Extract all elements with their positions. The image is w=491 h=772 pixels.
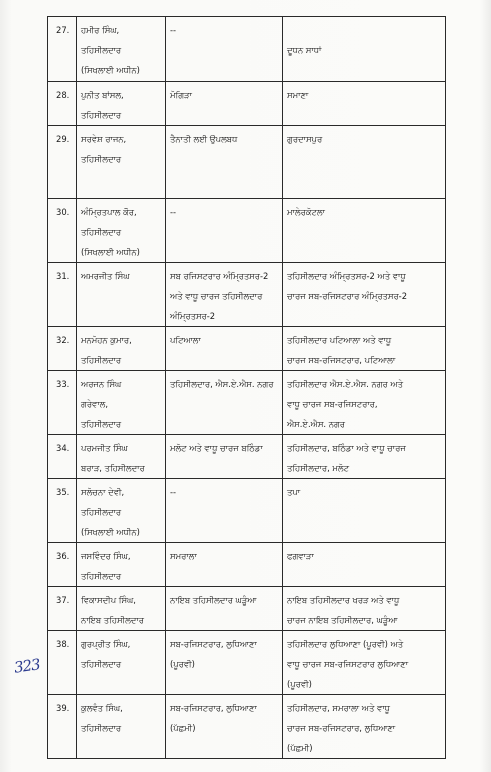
present-posting-cell [166,17,283,82]
new-posting-line: (ਪੱਛਮੀ) [287,743,313,753]
table-row [48,17,446,82]
present-posting-cell [166,543,283,587]
present-posting-line: ਸਬ ਰਜਿਸਟਰਾਰ ਅੰਮ੍ਰਿਤਸਰ-2 [170,271,269,281]
serial-number-cell: 39. [48,695,77,759]
new-posting-cell [283,17,446,82]
new-posting-line: ਤਪਾ [287,487,301,497]
officer-name-line: ਅੰਮ੍ਰਿਤਪਾਲ ਕੌਰ, [81,207,137,217]
present-posting-line: ਸਬ-ਰਜਿਸਟਰਾਰ, ਲੁਧਿਆਣਾ [170,703,257,713]
present-posting-cell [166,82,283,126]
present-posting-line: ਸਬ-ਰਜਿਸਟਰਾਰ, ਲੁਧਿਆਣਾ [170,639,257,649]
new-posting-cell [283,587,446,631]
handwritten-margin-number: 323 [12,655,41,677]
new-posting-line: ਮਾਲੇਰਕੋਟਲਾ [287,207,325,217]
present-posting-line: ਅੰਮ੍ਰਿਤਸਰ-2 [170,311,216,321]
table-row [48,263,446,327]
present-posting-cell [166,199,283,263]
table-row [48,631,446,695]
officer-name-cell [77,82,166,126]
serial-number-cell: 31. [48,263,77,327]
table-row [48,126,446,199]
officer-name-line: ਤਹਿਸੀਲਦਾਰ [81,110,122,120]
new-posting-cell [283,695,446,759]
new-posting-cell [283,82,446,126]
officer-name-cell [77,587,166,631]
officer-name-line: ਤਹਿਸੀਲਦਾਰ [81,507,122,517]
serial-number-cell: 30. [48,199,77,263]
officer-name-cell [77,126,166,199]
officer-name-cell [77,543,166,587]
officer-name-line: ਤਹਿਸੀਲਦਾਰ [81,355,122,365]
officer-name-line: ਗਰੇਵਾਲ, [81,399,108,409]
new-posting-cell [283,479,446,543]
present-posting-line: ਸਮਰਾਲਾ [170,551,197,561]
officer-name-line: (ਸਿਖਲਾਈ ਅਧੀਨ) [81,527,140,537]
present-posting-line: ਮੋਗਿੜਾ [170,90,192,100]
table-row [48,695,446,759]
new-posting-cell [283,371,446,435]
new-posting-line [287,20,441,40]
new-posting-line: ਤਹਿਸੀਲਦਾਰ, ਸਮਰਾਲਾ ਅਤੇ ਵਾਧੂ [287,703,390,713]
new-posting-cell [283,543,446,587]
new-posting-line: ਸਮਾਣਾ [287,90,309,100]
officer-name-cell [77,631,166,695]
officer-name-cell [77,327,166,371]
present-posting-cell [166,371,283,435]
present-posting-line: ਤੈਨਾਤੀ ਲਈ ਉਪਲਬਧ [170,134,238,144]
officer-name-line: ਤਹਿਸੀਲਦਾਰ [81,723,122,733]
table-row [48,371,446,435]
new-posting-line: ਵਾਧੂ ਚਾਰਜ ਸਬ-ਰਜਿਸਟਰਾਰ ਲੁਧਿਆਣਾ [287,659,409,669]
officer-name-cell [77,479,166,543]
new-posting-line: ਤਹਿਸੀਲਦਾਰ, ਬਠਿੰਡਾ ਅਤੇ ਵਾਧੂ ਚਾਰਜ [287,443,406,453]
officer-name-line: ਤਹਿਸੀਲਦਾਰ [81,659,122,669]
officer-name-line: ਤਹਿਸੀਲਦਾਰ [81,227,122,237]
new-posting-cell [283,631,446,695]
officer-name-cell [77,17,166,82]
new-posting-line: ਐਸ.ਏ.ਐਸ. ਨਗਰ [287,419,345,429]
new-posting-line: ਚਾਰਜ ਨਾਇਬ ਤਹਿਸੀਲਦਾਰ, ਘੜੂੰਆ [287,615,398,625]
present-posting-cell [166,126,283,199]
serial-number-cell: 32. [48,327,77,371]
serial-number-cell: 36. [48,543,77,587]
officer-name-line: ਵਿਕਾਸਦੀਪ ਸਿੰਘ, [81,595,136,605]
present-posting-cell [166,479,283,543]
serial-number-cell: 27. [48,17,77,82]
officer-name-line: ਤਹਿਸੀਲਦਾਰ [81,154,122,164]
officer-name-cell [77,695,166,759]
officer-name-cell [77,435,166,479]
new-posting-line: ਤਹਿਸੀਲਦਾਰ ਅੰਮ੍ਰਿਤਸਰ-2 ਅਤੇ ਵਾਧੂ [287,271,406,281]
present-posting-line: -- [170,25,177,35]
present-posting-line: ਨਾਇਬ ਤਹਿਸੀਲਦਾਰ ਘੜੂੰਆ [170,595,257,605]
present-posting-cell [166,263,283,327]
new-posting-cell [283,199,446,263]
present-posting-line: (ਪੱਛਮੀ) [170,723,196,733]
new-posting-line: ਨਾਇਬ ਤਹਿਸੀਲਦਾਰ ਖਰੜ ਅਤੇ ਵਾਧੂ [287,595,400,605]
officer-name-line: ਅਰਜਨ ਸਿੰਘ [81,379,122,389]
present-posting-line: ਤਹਿਸੀਲਦਾਰ, ਐਸ.ਏ.ਐਸ. ਨਗਰ [170,379,274,389]
new-posting-line: ਵਾਧੂ ਚਾਰਜ ਸਬ-ਰਜਿਸਟਰਾਰ, [287,399,378,409]
present-posting-line: -- [170,207,177,217]
table-row [48,543,446,587]
officer-name-line: ਪਰਮਜੀਤ ਸਿੰਘ [81,443,128,453]
officer-name-line: ਤਹਿਸੀਲਦਾਰ [81,45,122,55]
present-posting-line: ਮਲੋਟ ਅਤੇ ਵਾਧੂ ਚਾਰਜ ਬਠਿੰਡਾ [170,443,263,453]
table-row [48,327,446,371]
table-row [48,587,446,631]
officer-name-line: ਕੁਲਵੰਤ ਸਿੰਘ, [81,703,123,713]
present-posting-line: ਅਤੇ ਵਾਧੂ ਚਾਰਜ ਤਹਿਸੀਲਦਾਰ [170,291,263,301]
new-posting-cell [283,435,446,479]
present-posting-cell [166,327,283,371]
new-posting-line: ਚਾਰਜ ਸਬ-ਰਜਿਸਟਰਾਰ ਅੰਮ੍ਰਿਤਸਰ-2 [287,291,408,301]
officer-name-cell [77,199,166,263]
officer-name-line: ਸਰਵੇਸ਼ ਰਾਜਨ, [81,134,127,144]
new-posting-line: ਚਾਰਜ ਸਬ-ਰਜਿਸਟਰਾਰ, ਪਟਿਆਲਾ [287,355,396,365]
new-posting-line: ਤਹਿਸੀਲਦਾਰ ਐਸ.ਏ.ਐਸ. ਨਗਰ ਅਤੇ [287,379,403,389]
officer-name-line: ਨਾਇਬ ਤਹਿਸੀਲਦਾਰ [81,615,144,625]
serial-number-cell: 33. [48,371,77,435]
new-posting-line: ਤਹਿਸੀਲਦਾਰ, ਮਲੋਟ [287,463,349,473]
new-posting-line: ਤਹਿਸੀਲਦਾਰ ਪਟਿਆਲਾ ਅਤੇ ਵਾਧੂ [287,335,392,345]
present-posting-line: ਪਟਿਆਲਾ [170,335,201,345]
table-row [48,82,446,126]
table-row [48,479,446,543]
officer-name-line: (ਸਿਖਲਾਈ ਅਧੀਨ) [81,65,140,75]
officer-name-line: ਪੁਨੀਤ ਬਾਂਸਲ, [81,90,124,100]
officer-name-line: (ਸਿਖਲਾਈ ਅਧੀਨ) [81,247,140,257]
present-posting-line: (ਪੂਰਵੀ) [170,659,195,669]
new-posting-cell [283,327,446,371]
officer-name-line: ਤਹਿਸੀਲਦਾਰ [81,571,122,581]
table-body [48,17,446,759]
officer-name-line: ਤਹਿਸੀਲਦਾਰ [81,419,122,429]
new-posting-line: (ਪੂਰਵੀ) [287,679,312,689]
officer-name-line: ਸਲੋਚਨਾ ਦੇਵੀ, [81,487,125,497]
new-posting-line: ਦੂਧਨ ਸਾਧਾਂ [287,45,322,55]
serial-number-cell: 28. [48,82,77,126]
serial-number-cell: 34. [48,435,77,479]
officer-name-line: ਹਮੀਰ ਸਿੰਘ, [81,25,120,35]
serial-number-cell: 35. [48,479,77,543]
present-posting-cell [166,631,283,695]
table-row [48,435,446,479]
new-posting-line: ਤਹਿਸੀਲਦਾਰ ਲੁਧਿਆਣਾ (ਪੂਰਵੀ) ਅਤੇ [287,639,404,649]
serial-number-cell: 38. [48,631,77,695]
new-posting-line: ਫਗਵਾੜਾ [287,551,314,561]
present-posting-cell [166,695,283,759]
new-posting-cell [283,126,446,199]
new-posting-line: ਚਾਰਜ ਸਬ-ਰਜਿਸਟਰਾਰ, ਲੁਧਿਆਣਾ [287,723,396,733]
officer-name-line: ਗੁਰਪ੍ਰੀਤ ਸਿੰਘ, [81,639,131,649]
officer-name-line: ਮਨਮੋਹਨ ਕੁਮਾਰ, [81,335,132,345]
present-posting-cell [166,435,283,479]
officer-name-line: ਬਰਾੜ, ਤਹਿਸੀਲਦਾਰ [81,463,145,473]
new-posting-line: ਗੁਰਦਾਸਪੁਰ [287,134,323,144]
new-posting-cell [283,263,446,327]
serial-number-cell: 37. [48,587,77,631]
officer-name-line: ਅਮਰਜੀਤ ਸਿੰਘ [81,271,130,281]
table-row [48,199,446,263]
serial-number-cell: 29. [48,126,77,199]
officer-name-line: ਜਸਵਿੰਦਰ ਸਿੰਘ, [81,551,131,561]
officer-name-cell [77,371,166,435]
present-posting-line: -- [170,487,177,497]
transfer-postings-table [47,16,446,759]
present-posting-cell [166,587,283,631]
officer-name-cell [77,263,166,327]
